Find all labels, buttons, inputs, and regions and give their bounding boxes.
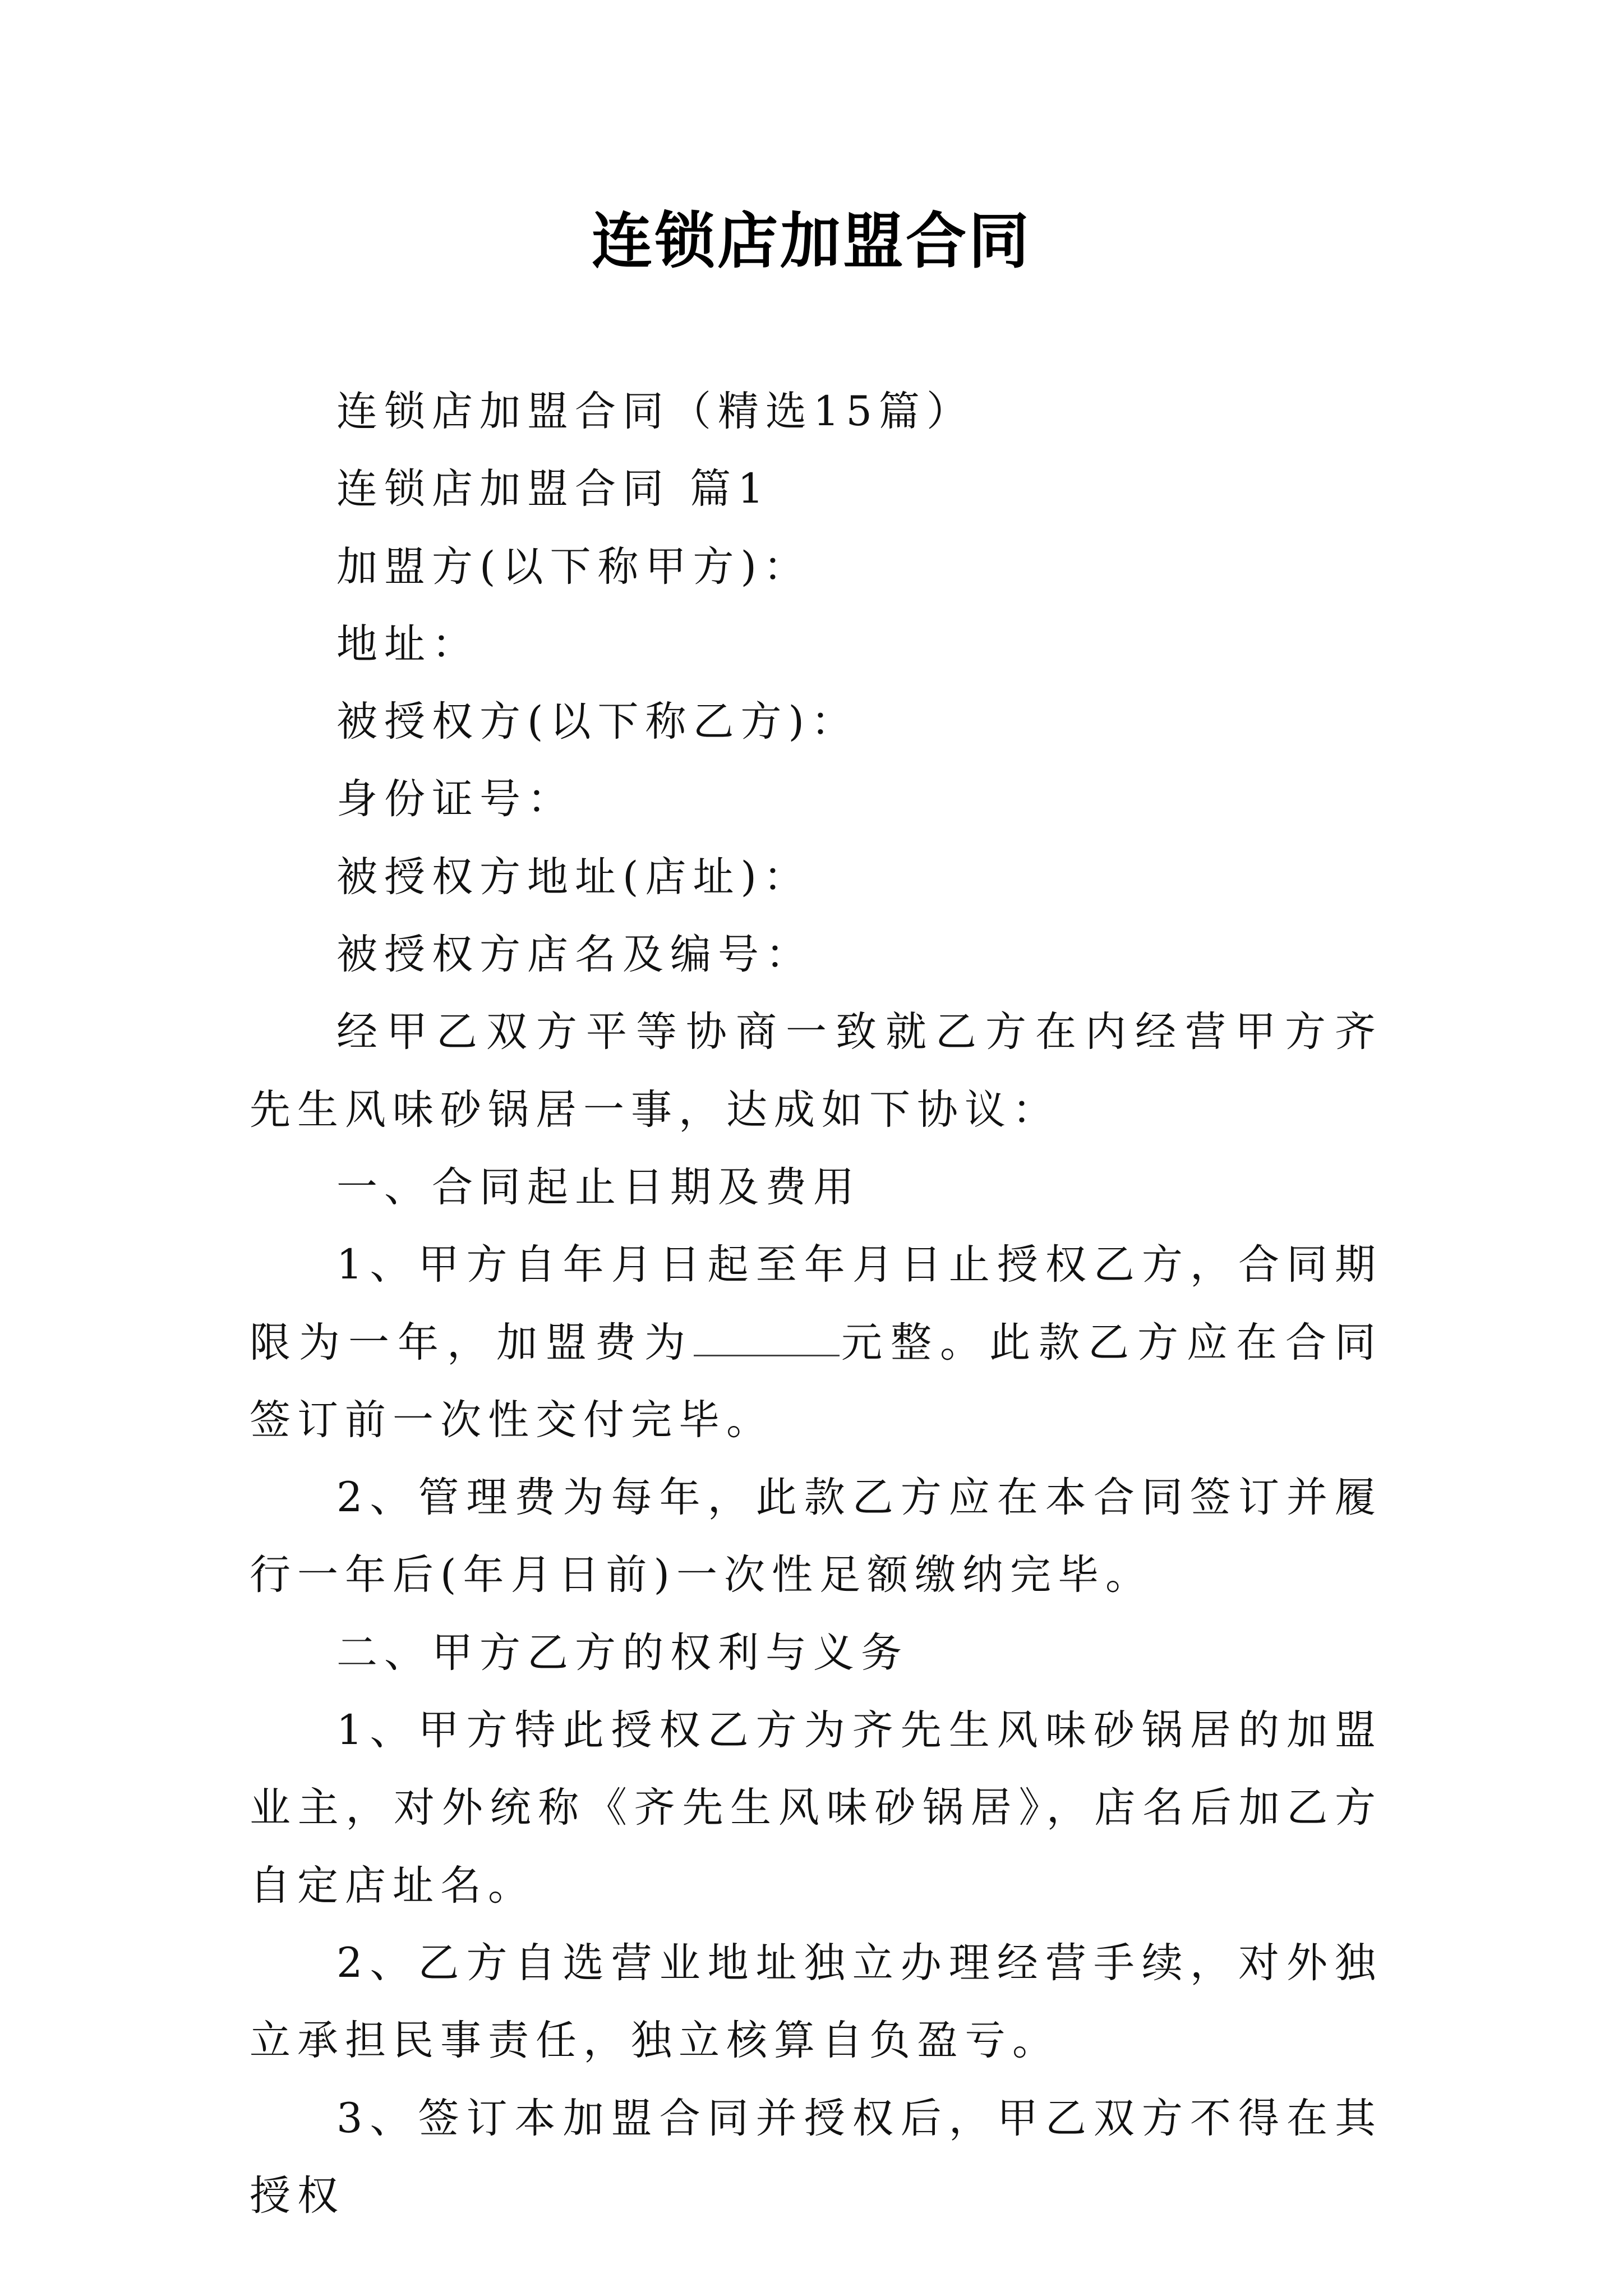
paragraph-store-name: 被授权方店名及编号： bbox=[336, 931, 813, 979]
fee-blank-line bbox=[694, 1352, 840, 1356]
paragraph-section-heading: 连锁店加盟合同 篇1 bbox=[336, 465, 771, 513]
paragraph-clause-2-3: 3、签订本加盟合同并授权后，甲乙双方不得在其授权 bbox=[250, 2094, 1382, 2220]
paragraph-heading-2: 二、甲方乙方的权利与义务 bbox=[336, 1628, 909, 1677]
paragraph-address: 地址： bbox=[336, 620, 479, 668]
paragraph-clause-1-1 bbox=[250, 1226, 1382, 1459]
paragraph-subtitle: 连锁店加盟合同（精选15篇） bbox=[336, 388, 974, 435]
paragraph-store-address: 被授权方地址(店址)： bbox=[336, 853, 811, 901]
paragraph-clause-1-2: 2、管理费为每年，此款乙方应在本合同签订并履行一年后(年月日前)一次性足额缴纳完毕。 bbox=[250, 1474, 1382, 1599]
clause-1-1-part-a: 1、甲方自年月日起至年月日止授权乙方，合同期限为一年，加盟费为 bbox=[250, 1241, 1382, 1366]
paragraph-clause-2-1: 1、甲方特此授权乙方为齐先生风味砂锅居的加盟业主，对外统称《齐先生风味砂锅居》，店名后加乙方自定店址名。 bbox=[250, 1706, 1382, 1910]
document-body bbox=[250, 373, 1382, 2235]
document-title: 连锁店加盟合同 bbox=[591, 206, 1031, 277]
paragraph-party-b: 被授权方(以下称乙方)： bbox=[336, 698, 859, 746]
paragraph-heading-1: 一、合同起止日期及费用 bbox=[336, 1163, 861, 1211]
paragraph-party-a: 加盟方(以下称甲方)： bbox=[336, 542, 811, 591]
clause-1-1-part-b: 元整。此款乙方应在合同签订前一次性交付完毕。 bbox=[250, 1318, 1382, 1444]
paragraph-clause-2-2: 2、乙方自选营业地址独立办理经营手续，对外独立承担民事责任，独立核算自负盈亏。 bbox=[250, 1939, 1382, 2065]
paragraph-id-number: 身份证号： bbox=[336, 775, 575, 823]
paragraph-agreement-intro: 经甲乙双方平等协商一致就乙方在内经营甲方齐先生风味砂锅居一事，达成如下协议： bbox=[250, 1008, 1382, 1134]
